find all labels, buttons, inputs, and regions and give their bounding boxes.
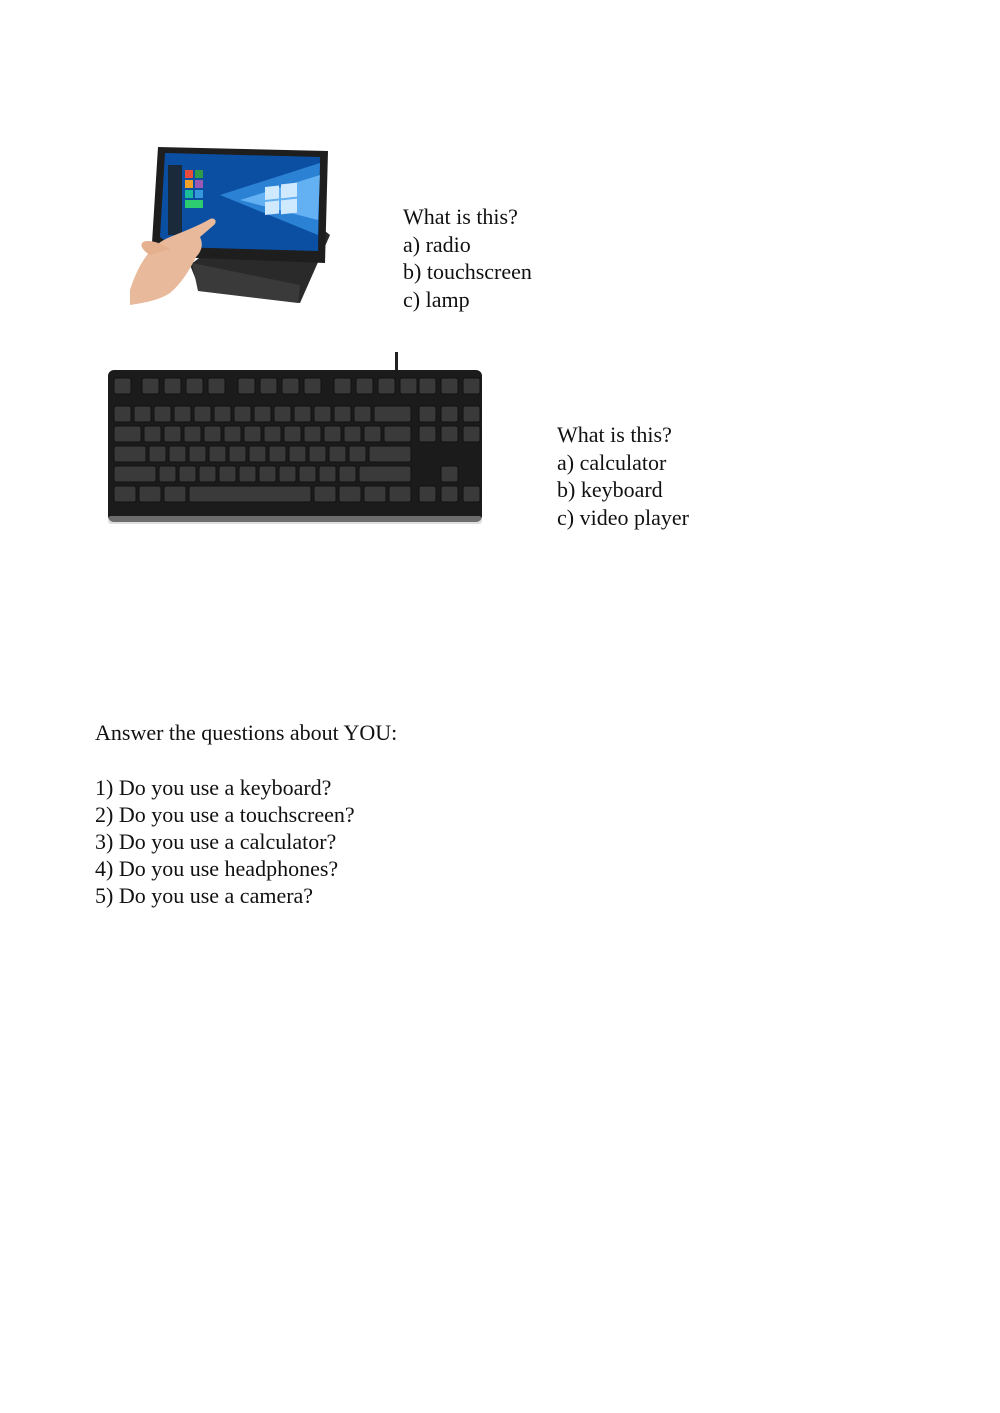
about-you-item-2: 2) Do you use a touchscreen? xyxy=(95,802,355,827)
about-you-item-1: 1) Do you use a keyboard? xyxy=(95,775,332,800)
question-2-option-c: c) video player xyxy=(557,504,689,530)
question-1-option-c: c) lamp xyxy=(403,286,470,312)
question-2-option-b: b) keyboard xyxy=(557,477,663,502)
touchscreen-monitor-image xyxy=(130,145,335,305)
question-1 xyxy=(403,203,532,313)
about-you-heading: Answer the questions about YOU: xyxy=(95,720,398,745)
question-1-option-a: a) radio xyxy=(403,231,471,257)
question-2 xyxy=(557,421,689,531)
about-you-item-3: 3) Do you use a calculator? xyxy=(95,829,337,854)
question-1-option-b: b) touchscreen xyxy=(403,259,532,284)
about-you-item-4: 4) Do you use headphones? xyxy=(95,856,339,881)
about-you-item-5: 5) Do you use a camera? xyxy=(95,883,314,908)
question-1-prompt: What is this? xyxy=(403,204,518,229)
keyboard-image xyxy=(106,352,484,528)
about-you-list xyxy=(95,774,355,909)
question-2-option-a: a) calculator xyxy=(557,449,667,475)
question-2-prompt: What is this? xyxy=(557,422,672,447)
